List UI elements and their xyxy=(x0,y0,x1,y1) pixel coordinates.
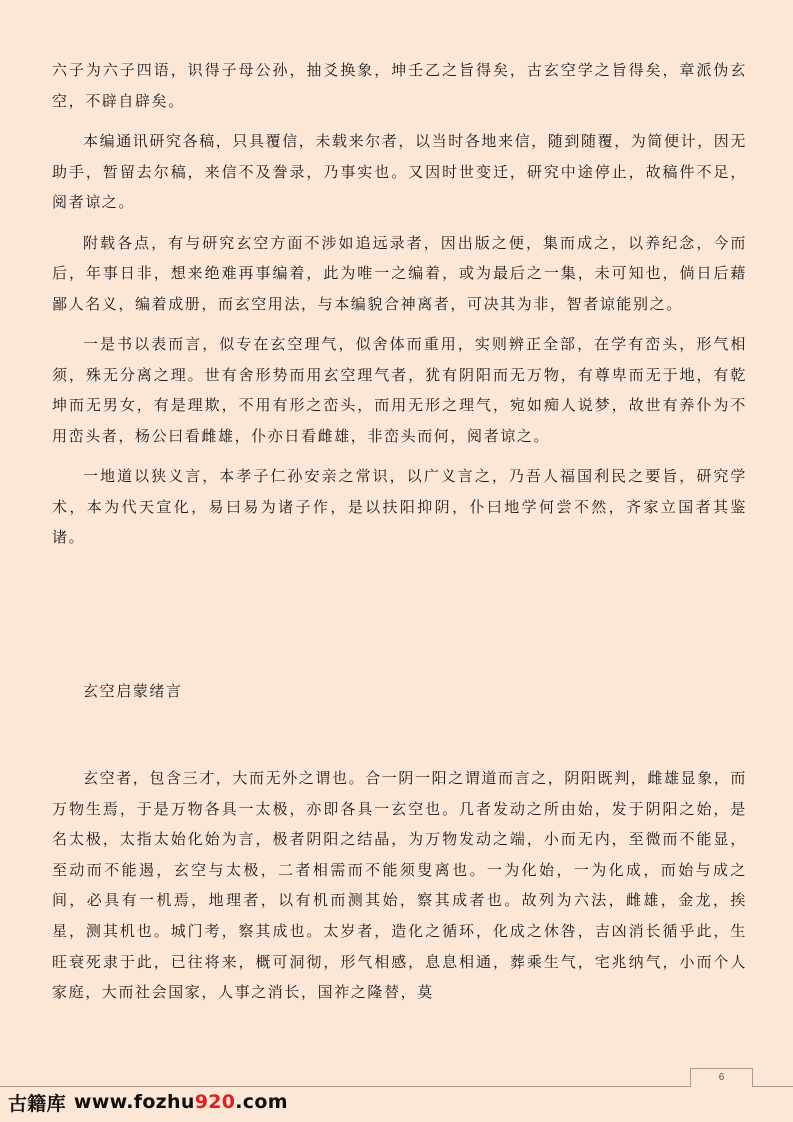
body-section xyxy=(52,763,747,1008)
body-paragraph: 玄空者，包含三才，大而无外之谓也。合一阴一阳之谓道而言之，阴阳既判，雌雄显象，而万物生焉，于是万物各具一太极，亦即各具一玄空也。几者发动之所由始，发于阴阳之始，是名太极，太指太始化始为言，极者阴阳之结晶，为万物发动之端，小而无内，至微而不能显，至动而不能遏，玄空与太极，二者相需而不能须叟离也。一为化始，一为化成，而始与成之间，必具有一机焉，地理者，以有机而测其始，察其成者也。故列为六法，雌雄，金龙，挨星，测其机也。城门考，察其成也。太岁者，造化之循环，化成之休咎，吉凶消长循乎此，生旺衰死隶于此，已往将来，概可洞彻，形气相感，息息相通，葬乘生气，宅兆纳气，小而个人家庭，大而社会国家，人事之消长，国祚之隆替，莫 xyxy=(52,769,748,1002)
intro-paragraph: 附载各点，有与研究玄空方面不涉如追远录者，因出版之便，集而成之，以养纪念，今而后，年事日非，想来绝难再事编着，此为唯一之编着，或为最后之一集，未可知也，倘日后藉鄙人名义，编着成册，而玄空用法，与本编貌合神离者，可决其为非，智者谅能别之。 xyxy=(52,233,747,313)
site-watermark[interactable] xyxy=(8,1089,288,1115)
page-number: 6 xyxy=(690,1068,753,1087)
section-heading: 玄空启蒙绪言 xyxy=(83,682,183,700)
intro-paragraph: 六子为六子四语，识得子母公孙，抽爻换象，坤壬乙之旨得矣，古玄空学之旨得矣，章派伪玄空，不辟自辟矣。 xyxy=(52,61,747,110)
watermark-url: www.fozhu920.com xyxy=(73,1091,288,1113)
watermark-brand: 古籍库 xyxy=(8,1092,66,1115)
intro-paragraph: 一是书以表而言，似专在玄空理气，似舍体而重用，实则辨正全部，在学有峦头，形气相须，殊无分离之理。世有舍形势而用玄空理气者，犹有阴阳而无万物，有尊卑而无于地，有乾坤而无男女，有是理欺，不用有形之峦头，而用无形之理气，宛如痴人说梦，故世有养仆为不用峦头者，杨公曰看雌雄，仆亦日看雌雄，非峦头而何，阅者谅之。 xyxy=(52,335,747,445)
footer-divider xyxy=(0,1086,793,1087)
intro-section xyxy=(52,55,747,553)
intro-paragraph: 一地道以狭义言，本孝子仁孙安亲之常识，以广义言之，乃吾人福国利民之要旨，研究学术，本为代天宣化，易曰易为诸子作，是以扶阳抑阴，仆曰地学何尝不然，齐家立国者其鉴诸。 xyxy=(52,467,747,546)
intro-paragraph: 本编通讯研究各稿，只具覆信，未载来尔者，以当时各地来信，随到随覆，为简便计，因无助手，暂留去尔稿，来信不及誊录，乃事实也。又因时世变迁，研究中途停止，故稿件不足，阅者谅之。 xyxy=(52,132,748,211)
